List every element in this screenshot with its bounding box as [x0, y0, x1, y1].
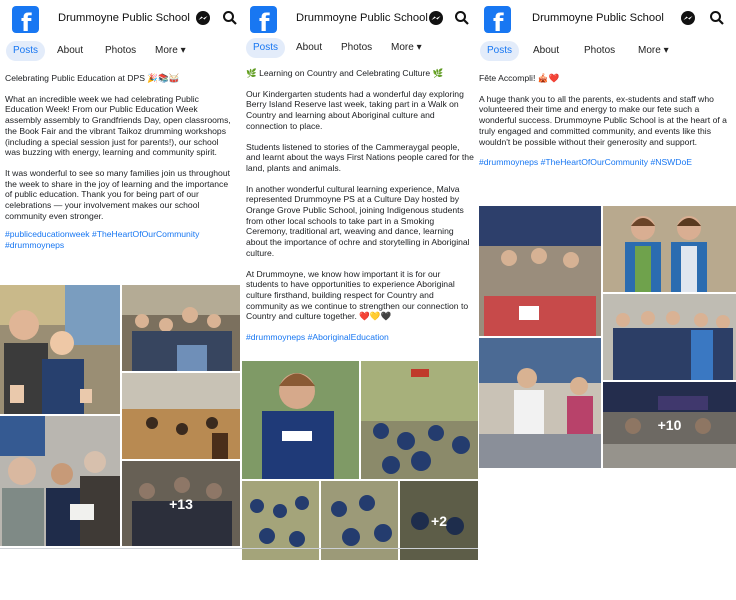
facebook-logo-icon[interactable]: f: [484, 6, 511, 33]
search-icon[interactable]: [709, 10, 725, 26]
photo-thumbnail[interactable]: [0, 416, 120, 546]
post-paragraph: In another wonderful cultural learning experience, Malva represented Drummoyne PS at a Culture Day hosted by Orange Grove Public School, joining Indigenous students from other local schools to take part in a Smoking Ceremony, traditional art, weaving and dance, learning about the importance of ochre and storytelling in Aboriginal culture.: [246, 183, 470, 258]
page-name[interactable]: Drummoyne Public School: [296, 12, 428, 24]
post-paragraph: It was wonderful to see so many families join us throughout the week to share in the joy of learning and the importance of public education. Thank you for being part of our celebrations — your involvement makes our school community even stronger.: [5, 167, 230, 221]
photo-thumbnail[interactable]: [122, 461, 240, 546]
page-header: [479, 0, 736, 38]
photo-thumbnail[interactable]: [361, 361, 478, 479]
search-icon[interactable]: [454, 10, 470, 26]
post-panel-3: [479, 0, 736, 560]
photo-thumbnail[interactable]: [479, 338, 601, 468]
tab-more[interactable]: [384, 38, 429, 58]
more-photos-overlay[interactable]: +10: [603, 382, 736, 468]
messenger-icon[interactable]: [428, 10, 444, 26]
tab-about[interactable]: About: [296, 42, 323, 53]
page-header: [0, 0, 240, 38]
tab-photos[interactable]: Photos: [341, 42, 373, 53]
page-header: [242, 0, 478, 38]
post-hashtags[interactable]: #publiceducationweek #TheHeartOfOurCommunity #drummoyneps: [5, 229, 200, 251]
photo-thumbnail[interactable]: [0, 285, 120, 414]
caret-down-icon: ▾: [416, 42, 422, 53]
photo-thumbnail[interactable]: [122, 373, 240, 459]
tab-more-label: More: [155, 45, 178, 56]
photo-thumbnail[interactable]: [603, 382, 736, 468]
photo-thumbnail[interactable]: [242, 361, 359, 479]
page-tabs: [479, 41, 736, 63]
messenger-icon[interactable]: [680, 10, 696, 26]
tab-more-label: More: [391, 42, 414, 53]
messenger-icon[interactable]: [195, 10, 211, 26]
more-photos-overlay[interactable]: +2: [400, 481, 478, 560]
tab-about[interactable]: About: [533, 45, 560, 56]
post-paragraph: Our Kindergarten students had a wonderful day exploring Berry Island Reserve last week, taking part in a Walk on Country and learning about Aboriginal culture and connection to place.: [246, 88, 464, 131]
post-title: 🌿 Learning on Country and Celebrating Culture 🌿: [246, 68, 444, 78]
post-paragraph: A huge thank you to all the parents, ex-students and staff who volunteered their time and energy to make our fete such a wonderful success. Drummoyne Public School is at the heart of a truly engaged and committed community, and events like this wouldn't be possible without their generosity and support.: [479, 93, 727, 147]
page-tabs: [242, 38, 478, 60]
tab-posts[interactable]: Posts: [246, 38, 285, 58]
post-title: Fête Accompli! 🎪❤️: [479, 73, 560, 83]
tab-posts[interactable]: Posts: [6, 41, 45, 61]
post-paragraph: What an incredible week we had celebrating Public Education Week! From our Public Education Week assembly assembly to Grandfriends Day, open classrooms, the Book Fair and the vibrant Taikoz drumming workshops (including a special session just for parents!), our school was buzzing with energy, learning and community spirit.: [5, 93, 231, 158]
tab-more[interactable]: [631, 41, 676, 61]
post-title: Celebrating Public Education at DPS 🎉📚🥁: [5, 73, 180, 83]
photo-thumbnail[interactable]: [122, 285, 240, 371]
photo-thumbnail[interactable]: [603, 206, 736, 292]
post-paragraph: At Drummoyne, we know how important it is for our students to have opportunities to experience Aboriginal culture firsthand, building respect for Country and community as we continue to strengthen our connection to Country and culture together. ❤️💛🖤: [246, 268, 469, 322]
more-photos-overlay[interactable]: +13: [122, 461, 240, 546]
tab-more-label: More: [638, 45, 661, 56]
post-paragraph: Students listened to stories of the Cammeraygal people, and learnt about the ways First Nations people cared for the land, plants and animals.: [246, 141, 474, 173]
caret-down-icon: ▾: [180, 45, 186, 56]
photo-thumbnail[interactable]: [603, 294, 736, 380]
post-hashtags[interactable]: #drummoyneps #TheHeartOfOurCommunity #NSWDoE: [479, 157, 693, 168]
post-hashtags[interactable]: #drummoyneps #AboriginalEducation: [246, 332, 389, 343]
post-panel-1: [0, 0, 240, 560]
tab-photos[interactable]: Photos: [105, 45, 137, 56]
page-name[interactable]: Drummoyne Public School: [532, 12, 664, 24]
page-name[interactable]: Drummoyne Public School: [58, 12, 190, 24]
page-tabs: [0, 41, 240, 63]
post-text: [5, 73, 236, 261]
photo-thumbnail[interactable]: [479, 206, 601, 336]
facebook-logo-icon[interactable]: f: [12, 6, 39, 33]
search-icon[interactable]: [222, 10, 238, 26]
tab-posts[interactable]: Posts: [480, 41, 519, 61]
caret-down-icon: ▾: [663, 45, 669, 56]
tab-about[interactable]: About: [57, 45, 84, 56]
divider: [0, 548, 478, 549]
tab-photos[interactable]: Photos: [584, 45, 616, 56]
tab-more[interactable]: [148, 41, 193, 61]
facebook-logo-icon[interactable]: f: [250, 6, 277, 33]
post-panel-2: [242, 0, 478, 560]
post-text: [479, 73, 732, 178]
post-text: [246, 68, 475, 353]
